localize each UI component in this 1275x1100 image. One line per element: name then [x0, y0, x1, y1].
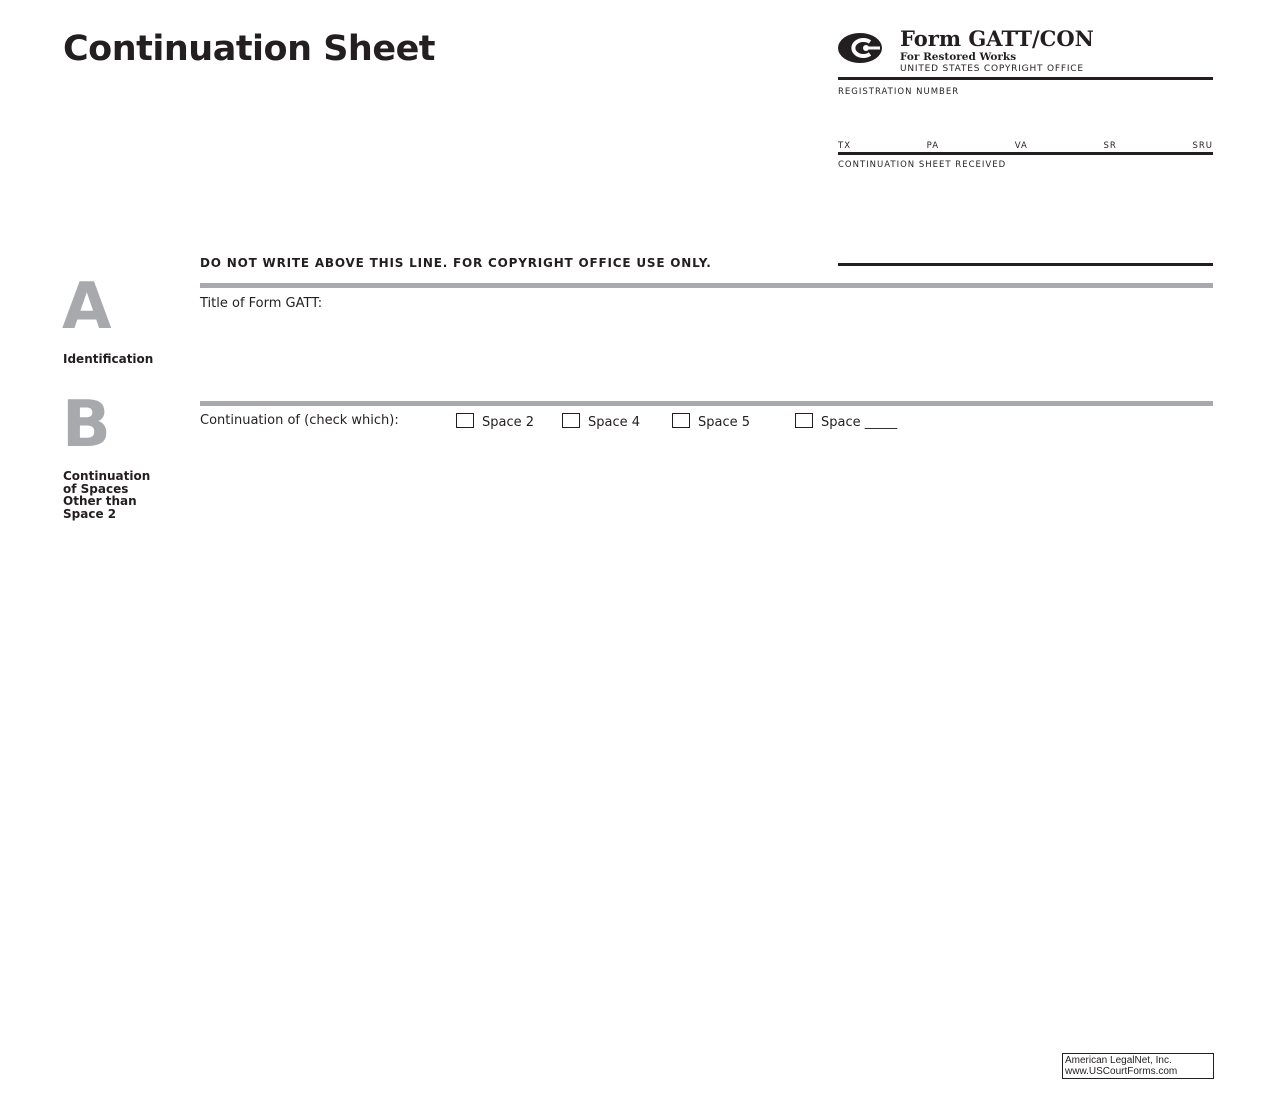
continuation-field-label: Continuation of (check which):	[200, 413, 399, 428]
publisher-stamp	[1062, 1053, 1214, 1079]
form-name: Form GATT/CON	[900, 26, 1094, 51]
form-subtitle: For Restored Works	[900, 51, 1017, 63]
space-2-checkbox[interactable]	[456, 413, 534, 431]
section-b-label-line: of Spaces	[63, 481, 129, 496]
code-sr: SR	[1103, 141, 1117, 151]
registration-codes	[838, 141, 1213, 151]
checkbox-icon[interactable]	[672, 413, 690, 428]
code-pa: PA	[926, 141, 940, 151]
section-b-letter: B	[62, 388, 111, 462]
section-a-label: Identification	[63, 352, 154, 366]
copyright-logo-icon	[838, 33, 882, 63]
section-b-label-line: Other than	[63, 494, 137, 508]
checkbox-icon[interactable]	[456, 413, 474, 428]
section-a-letter: A	[62, 270, 112, 344]
continuation-received-label: CONTINUATION SHEET RECEIVED	[838, 160, 1007, 170]
checkbox-icon[interactable]	[562, 413, 580, 428]
section-b-label	[63, 470, 150, 520]
space-5-checkbox[interactable]	[672, 413, 750, 431]
section-b-rule	[200, 401, 1213, 406]
title-input[interactable]	[350, 294, 1210, 384]
code-va: VA	[1014, 141, 1028, 151]
section-b-label-line: Continuation	[63, 469, 151, 483]
space-4-checkbox[interactable]	[562, 413, 640, 431]
office-use-rule	[838, 263, 1213, 266]
header-rule	[838, 77, 1213, 80]
page-title: Continuation Sheet	[63, 29, 436, 69]
continuation-text-area[interactable]	[200, 440, 1213, 1020]
space-other-checkbox[interactable]	[795, 413, 897, 431]
option-label: Space _____	[821, 415, 898, 430]
section-b-label-line: Space 2	[63, 506, 117, 521]
codes-rule	[838, 152, 1213, 155]
checkbox-icon[interactable]	[795, 413, 813, 428]
stamp-url: www.USCourtForms.com	[1065, 1066, 1178, 1077]
option-label: Space 5	[698, 415, 751, 430]
section-a-rule	[200, 283, 1213, 288]
registration-number-label: REGISTRATION NUMBER	[838, 87, 960, 97]
option-label: Space 4	[588, 415, 641, 430]
stamp-line: American LegalNet, Inc.	[1065, 1055, 1172, 1066]
option-label: Space 2	[482, 415, 535, 430]
code-tx: TX	[838, 141, 852, 151]
office-name: UNITED STATES COPYRIGHT OFFICE	[900, 64, 1084, 74]
office-use-notice: DO NOT WRITE ABOVE THIS LINE. FOR COPYRIGHT OFFICE USE ONLY.	[200, 256, 712, 270]
title-field-label: Title of Form GATT:	[200, 296, 323, 311]
code-sru: SRU	[1192, 141, 1213, 151]
